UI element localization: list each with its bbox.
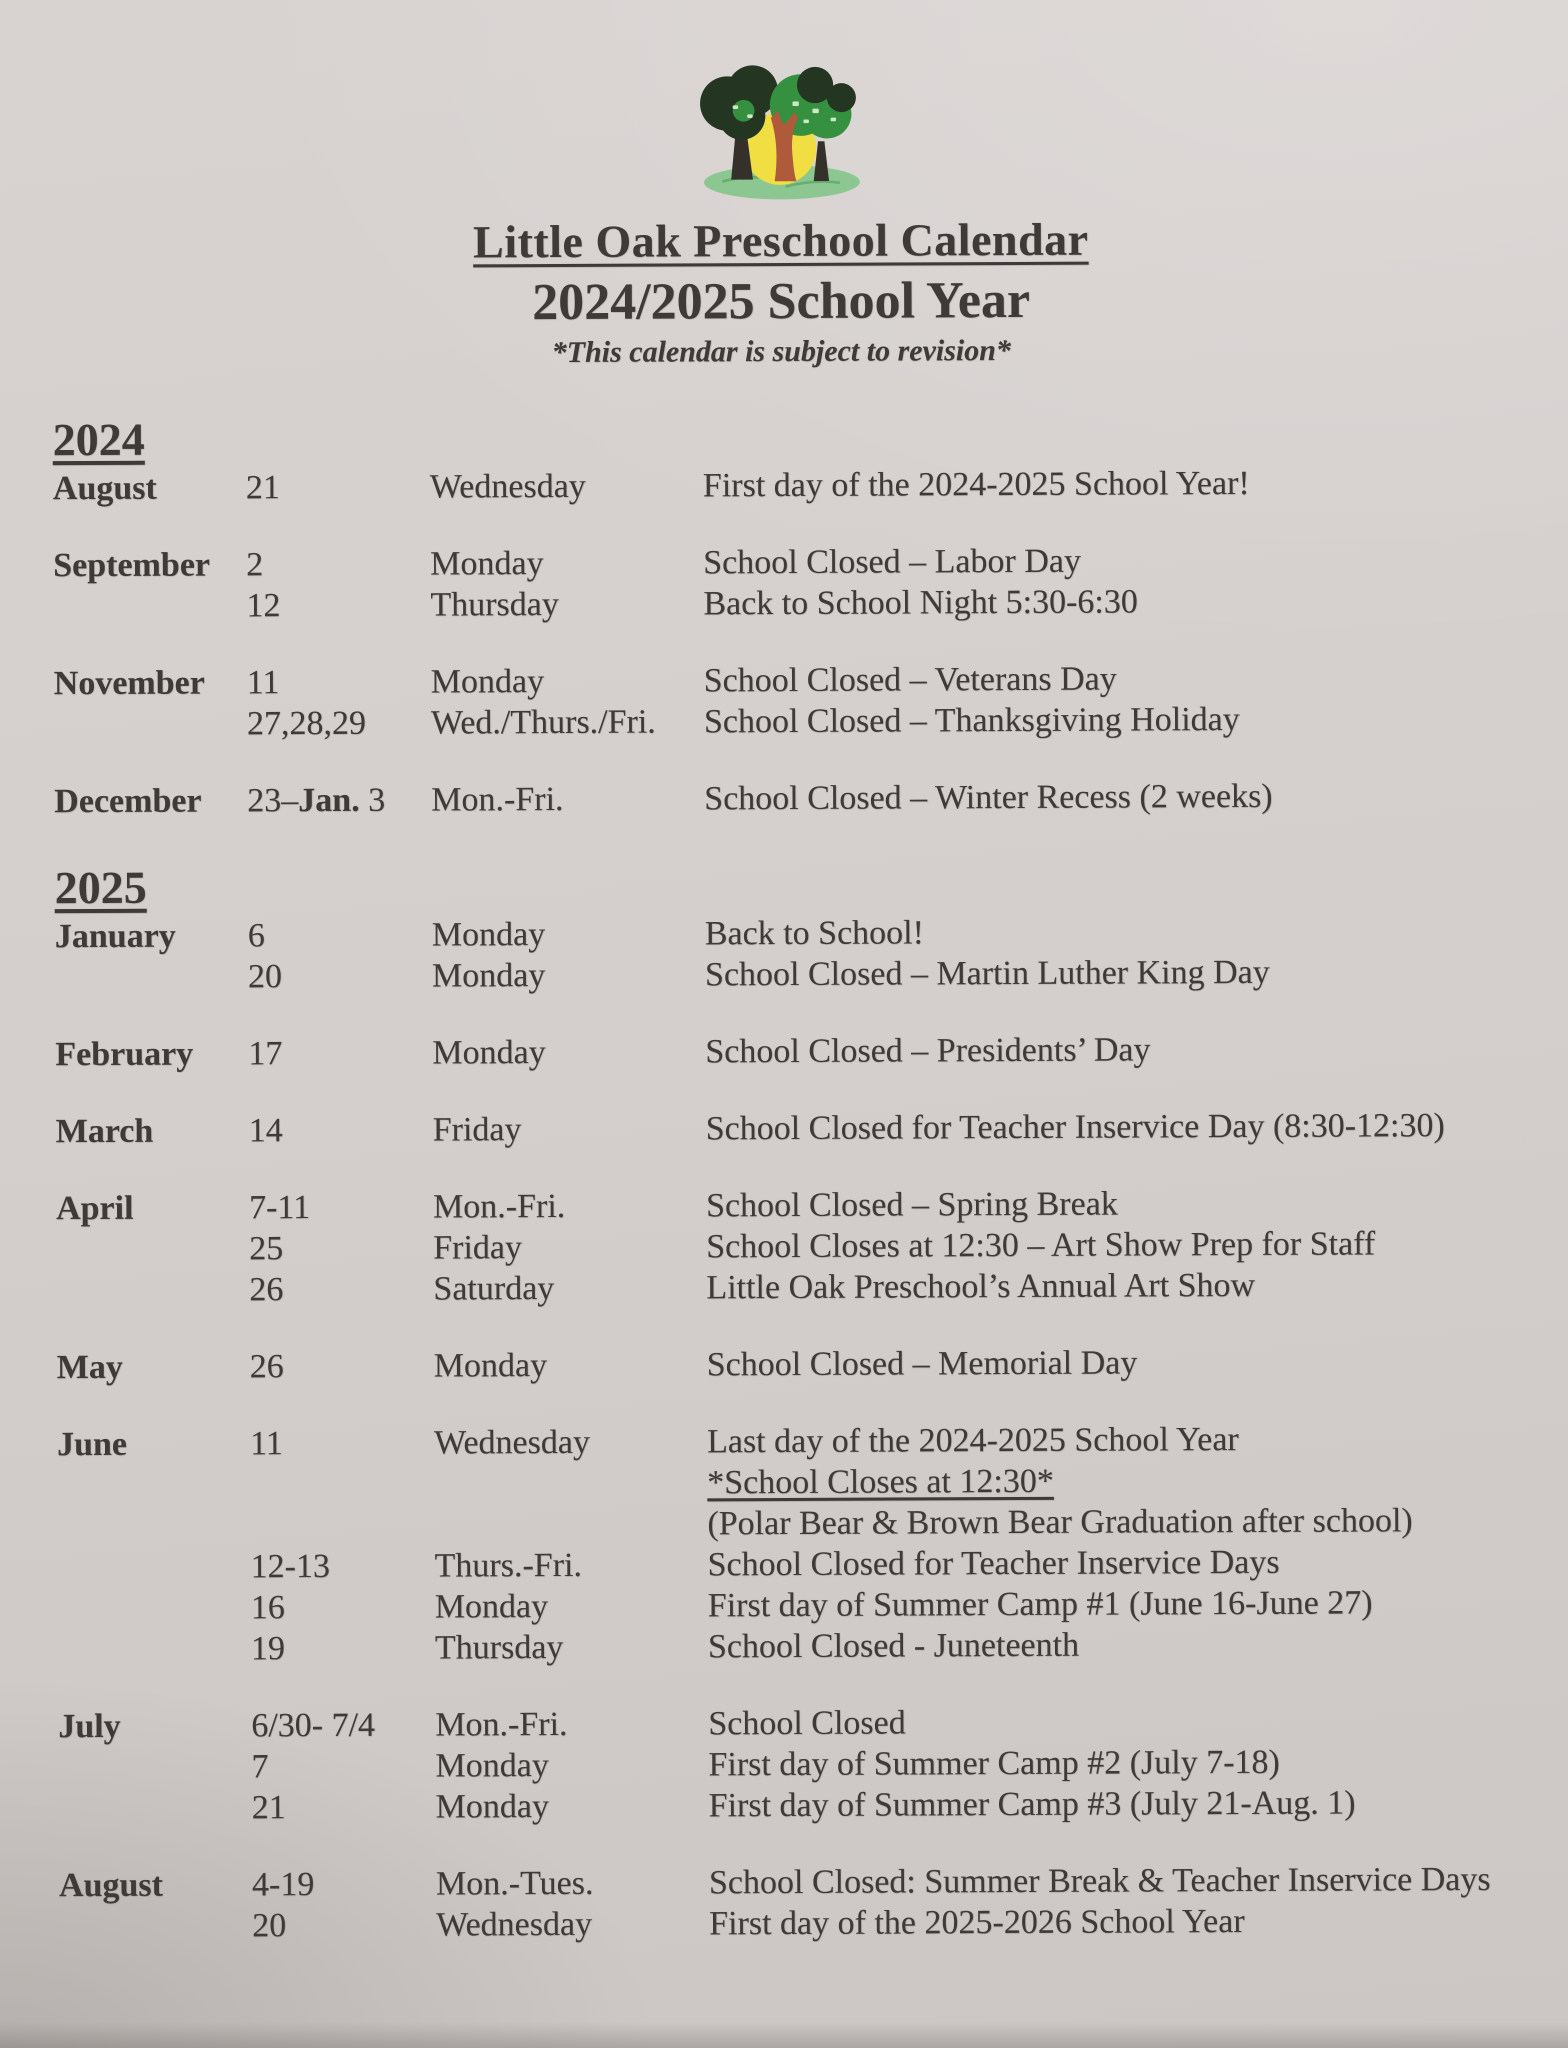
weekday-cell: Saturday (433, 1269, 555, 1308)
weekday-cell: Monday (431, 915, 546, 954)
desc-cell: School Closed: Summer Break & Teacher Inservice Days (708, 1860, 1491, 1902)
day-cell: 16 (250, 1588, 285, 1627)
day-cell: 12-13 (250, 1547, 330, 1586)
day-cell: 26 (249, 1270, 284, 1309)
desc-cell: First day of Summer Camp #2 (July 7-18) (708, 1743, 1280, 1784)
calendar-row (56, 1104, 1529, 1151)
calendar-sections (0, 407, 1568, 1947)
calendar-row (58, 1699, 1531, 1746)
day-cell: 12 (246, 586, 281, 625)
desc-cell: (Polar Bear & Brown Bear Graduation after school) (707, 1501, 1413, 1543)
desc-cell: School Closed – Winter Recess (2 weeks) (704, 777, 1273, 818)
month-cell (59, 1777, 252, 1778)
weekday-cell: Monday (435, 1746, 549, 1785)
weekday-cell (434, 1493, 707, 1494)
month-cell (58, 1577, 251, 1578)
weekday-cell: Mon.-Fri. (432, 1187, 566, 1226)
desc-cell: School Closed – Memorial Day (706, 1344, 1138, 1384)
year-section (55, 855, 1533, 1946)
section-rows (53, 461, 1528, 821)
weekday-cell: Mon.-Tues. (435, 1864, 594, 1903)
desc-cell: School Closed – Presidents’ Day (705, 1031, 1151, 1071)
weekday-cell (434, 1534, 707, 1535)
month-cell: January (54, 917, 176, 955)
desc-cell: Back to School! (704, 914, 924, 953)
calendar-row (54, 656, 1527, 703)
desc-cell: Little Oak Preschool’s Annual Art Show (706, 1266, 1256, 1307)
month-cell (58, 1659, 251, 1660)
month-cell: April (55, 1189, 134, 1227)
calendar-row (56, 1222, 1529, 1269)
calendar-row (55, 950, 1528, 997)
day-cell: 7-11 (248, 1188, 311, 1227)
month-cell (56, 1259, 249, 1260)
month-cell: December (54, 782, 202, 820)
desc-cell: School Closed - Juneteenth (707, 1626, 1080, 1666)
calendar-row (58, 1581, 1531, 1628)
weekday-cell: Thursday (434, 1628, 564, 1667)
weekday-cell: Wednesday (436, 1905, 593, 1944)
calendar-row (57, 1458, 1530, 1505)
day-cell: 11 (246, 663, 280, 702)
month-cell: August (58, 1866, 163, 1904)
month-cell: May (56, 1348, 123, 1386)
day-cell: 14 (248, 1111, 283, 1150)
calendar-row (53, 579, 1526, 626)
desc-cell: School Closed – Martin Luther King Day (704, 953, 1270, 994)
weekday-cell: Monday (434, 1587, 549, 1626)
year-heading: 2024 (52, 413, 145, 465)
calendar-row (55, 1027, 1528, 1074)
month-cell: September (53, 546, 211, 584)
calendar-row (54, 774, 1527, 821)
calendar-row (57, 1340, 1530, 1387)
day-cell: 6/30- 7/4 (251, 1706, 376, 1745)
day-cell: 11 (249, 1424, 283, 1463)
calendar-row (56, 1181, 1529, 1228)
month-cell (57, 1536, 250, 1537)
calendar-row (56, 1263, 1529, 1310)
month-cell (55, 987, 248, 988)
day-cell: 7 (251, 1747, 269, 1786)
revision-note: *This calendar is subject to revision* (551, 333, 1011, 369)
calendar-row (53, 538, 1526, 585)
desc-cell: First day of the 2024-2025 School Year! (702, 464, 1250, 505)
month-cell: June (56, 1425, 128, 1463)
day-part: 3 (359, 781, 386, 819)
section-rows (55, 909, 1532, 1946)
oak-trees-logo (678, 58, 884, 204)
year-section (53, 407, 1528, 821)
desc-cell: First day of Summer Camp #3 (July 21-Aug. 1) (708, 1784, 1356, 1825)
calendar-row (53, 461, 1526, 508)
day-cell: 25 (249, 1229, 284, 1268)
month-cell (57, 1495, 250, 1496)
desc-cell: First day of Summer Camp #1 (June 16-June 27) (707, 1584, 1373, 1625)
desc-cell: First day of the 2025-2026 School Year (709, 1902, 1245, 1943)
weekday-cell: Monday (431, 956, 546, 995)
weekday-cell: Wed./Thurs./Fri. (430, 703, 656, 742)
weekday-cell: Wednesday (429, 467, 586, 506)
calendar-row (59, 1781, 1532, 1828)
day-cell: 20 (252, 1906, 287, 1945)
day-cell: 17 (248, 1034, 283, 1073)
weekday-cell: Friday (432, 1110, 522, 1149)
desc-cell: School Closed for Teacher Inservice Day (8:30-12:30) (705, 1106, 1445, 1148)
weekday-cell: Thursday (430, 585, 559, 624)
day-cell: 2 (246, 545, 264, 584)
month-cell (58, 1618, 251, 1619)
month-cell: August (52, 469, 157, 507)
day-part: 23– (247, 781, 299, 820)
desc-cell: Last day of the 2024-2025 School Year (706, 1420, 1239, 1461)
calendar-row (57, 1417, 1530, 1464)
weekday-cell: Thurs.-Fri. (434, 1546, 582, 1585)
year-heading: 2025 (54, 861, 147, 913)
desc-cell: Back to School Night 5:30-6:30 (703, 583, 1138, 623)
calendar-row (58, 1740, 1531, 1787)
month-cell (59, 1818, 252, 1819)
weekday-cell: Mon.-Fri. (431, 780, 564, 819)
calendar-row (59, 1858, 1532, 1905)
calendar-row (54, 697, 1527, 744)
day-cell: 21 (245, 468, 280, 507)
calendar-row (55, 909, 1528, 956)
page-title: Little Oak Preschool Calendar (472, 213, 1089, 268)
month-cell: March (55, 1112, 154, 1150)
weekday-cell: Mon.-Fri. (435, 1705, 568, 1744)
desc-cell: School Closed – Thanksgiving Holiday (703, 700, 1240, 741)
day-cell: 19 (250, 1629, 286, 1668)
month-cell (53, 616, 246, 617)
day-cell: 26 (249, 1347, 284, 1386)
calendar-row (57, 1499, 1530, 1546)
calendar-row (58, 1622, 1531, 1669)
calendar-row (58, 1540, 1531, 1587)
day-cell (247, 779, 431, 821)
desc-cell: School Closed – Spring Break (705, 1185, 1118, 1225)
weekday-cell: Friday (433, 1228, 523, 1267)
month-cell: February (55, 1035, 194, 1073)
desc-cell: School Closed – Veterans Day (703, 660, 1117, 700)
month-cell: November (53, 664, 205, 702)
day-cell: 4-19 (251, 1865, 315, 1904)
desc-cell: School Closed for Teacher Inservice Days (707, 1543, 1280, 1584)
month-cell: July (58, 1707, 121, 1745)
weekday-cell: Monday (430, 662, 545, 701)
desc-cell: School Closed – Labor Day (703, 542, 1082, 582)
day-cell (250, 1535, 434, 1536)
day-cell: 21 (251, 1788, 286, 1827)
weekday-cell: Monday (435, 1787, 550, 1826)
day-cell: 27,28,29 (246, 704, 366, 743)
weekday-cell: Monday (432, 1033, 546, 1072)
page-subtitle: 2024/2025 School Year (532, 271, 1031, 331)
day-cell: 20 (247, 957, 283, 996)
weekday-cell: Wednesday (433, 1423, 591, 1462)
day-cell (250, 1494, 434, 1495)
weekday-cell: Monday (433, 1346, 548, 1385)
desc-cell: School Closed (708, 1704, 906, 1743)
desc-cell: School Closes at 12:30 – Art Show Prep for Staff (706, 1225, 1376, 1266)
month-cell (59, 1936, 252, 1937)
month-cell (56, 1300, 249, 1301)
calendar-row (59, 1899, 1532, 1946)
weekday-cell: Monday (430, 544, 544, 583)
desc-cell: *School Closes at 12:30* (707, 1462, 1054, 1502)
day-cell: 6 (247, 916, 265, 955)
day-part: Jan. (298, 781, 360, 819)
month-cell (54, 734, 247, 735)
